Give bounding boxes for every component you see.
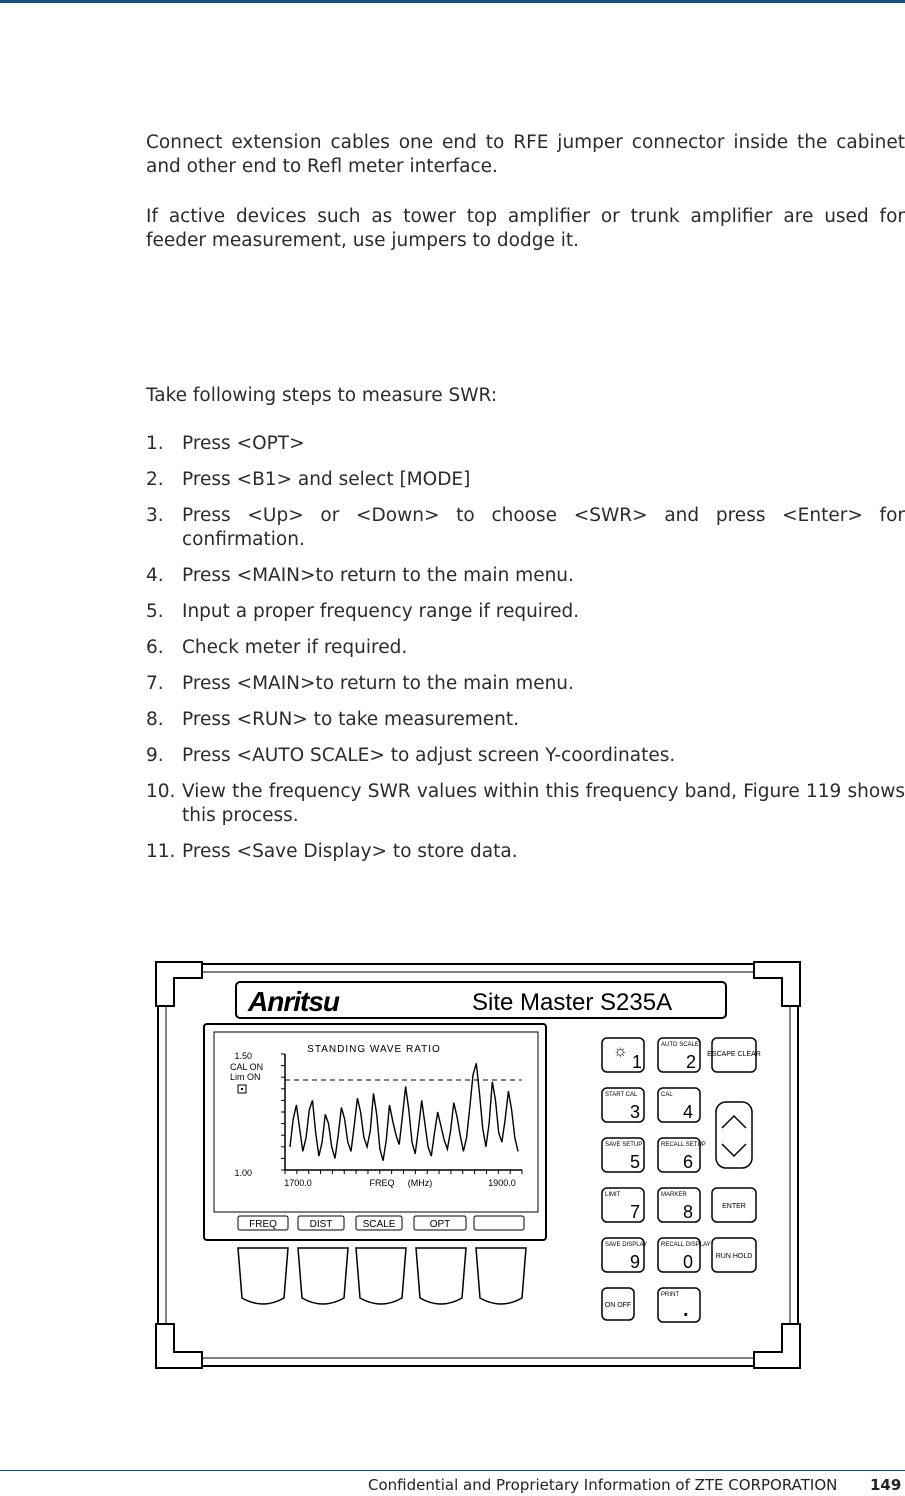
key-7-digit: 7	[630, 1202, 641, 1222]
key-0-digit: 0	[683, 1252, 694, 1272]
step-item	[146, 840, 905, 864]
key-run-label: RUN HOLD	[715, 1253, 753, 1260]
model-name: Site Master S235A	[472, 989, 673, 1016]
y-axis-min: 1.00	[234, 1168, 252, 1178]
step-text: Press <MAIN>to return to the main menu.	[182, 565, 574, 586]
step-item	[146, 432, 905, 456]
key-4-label: CAL	[661, 1092, 673, 1098]
x-axis-end: 1900.0	[488, 1178, 516, 1188]
key-print-dot: .	[683, 1299, 689, 1321]
x-axis-start: 1700.0	[284, 1178, 312, 1188]
step-text: Press <AUTO SCALE> to adjust screen Y-coordinates.	[182, 745, 676, 766]
step-number: 10.	[146, 781, 176, 802]
swr-steps-list	[146, 432, 905, 876]
softkey-opt: OPT	[429, 1219, 451, 1230]
step-number: 3.	[146, 505, 164, 526]
site-master-device-figure	[150, 958, 810, 1378]
step-text: Press <MAIN>to return to the main menu.	[182, 673, 574, 694]
step-item	[146, 504, 905, 552]
step-item	[146, 636, 905, 660]
step-text: View the frequency SWR values within this frequency band, Figure 119 shows this process.	[182, 781, 905, 826]
key-on-off-label: ON OFF	[604, 1302, 632, 1309]
y-axis-max: 1.50	[234, 1051, 252, 1061]
top-rule	[0, 0, 905, 3]
step-number: 11.	[146, 841, 176, 862]
step-number: 5.	[146, 601, 164, 622]
soft-button-5[interactable]	[476, 1248, 526, 1304]
step-item	[146, 744, 905, 768]
soft-button-3[interactable]	[356, 1248, 406, 1304]
screen-title: STANDING WAVE RATIO	[307, 1044, 441, 1055]
step-item	[146, 468, 905, 492]
key-8-label: MARKER	[661, 1192, 687, 1198]
key-0-label: RECALL DISPLAY	[661, 1242, 711, 1248]
key-escape-label: ESCAPE CLEAR	[707, 1051, 761, 1058]
step-text: Input a proper frequency range if required.	[182, 601, 580, 622]
softkey-label-5	[474, 1216, 524, 1230]
soft-button-4[interactable]	[416, 1248, 466, 1304]
key-print-label: PRINT	[661, 1292, 679, 1298]
step-text: Press <RUN> to take measurement.	[182, 709, 519, 730]
key-5-digit: 5	[630, 1152, 641, 1172]
key-enter-label: ENTER	[722, 1203, 746, 1210]
softkey-freq: FREQ	[249, 1219, 277, 1230]
step-text: Check meter if required.	[182, 637, 408, 658]
key-3-label: START CAL	[605, 1092, 638, 1098]
step-number: 8.	[146, 709, 164, 730]
step-item	[146, 600, 905, 624]
lim-status: Lim ON	[230, 1072, 261, 1082]
step-text: Press <Up> or <Down> to choose <SWR> and press <Enter> for confirmation.	[182, 505, 905, 550]
key-8-digit: 8	[683, 1202, 694, 1222]
light-icon: ☼	[613, 1043, 628, 1060]
x-axis-label: FREQ	[369, 1178, 395, 1188]
key-6-label: RECALL SETUP	[661, 1142, 706, 1148]
key-2-label: AUTO SCALE	[661, 1042, 699, 1048]
step-item	[146, 564, 905, 588]
step-number: 7.	[146, 673, 164, 694]
step-text: Press <Save Display> to store data.	[182, 841, 518, 862]
key-5-label: SAVE SETUP	[605, 1142, 643, 1148]
paragraph-connect-cables: Connect extension cables one end to RFE jumper connector inside the cabinet and other end to Refl meter interface.	[146, 132, 905, 177]
key-1-digit: 1	[632, 1052, 643, 1072]
softkey-scale: SCALE	[362, 1219, 396, 1230]
x-axis-unit: (MHz)	[407, 1178, 433, 1188]
page-number: 149	[870, 1476, 902, 1494]
step-text: Press <OPT>	[182, 433, 305, 454]
marker-box-dot	[241, 1088, 243, 1090]
step-number: 1.	[146, 433, 164, 454]
step-item	[146, 672, 905, 696]
key-4-digit: 4	[683, 1102, 694, 1122]
step-number: 2.	[146, 469, 164, 490]
steps-intro: Take following steps to measure SWR:	[146, 385, 498, 406]
key-7-label: LIMIT	[605, 1192, 621, 1198]
brand-logo: Anritsu	[248, 986, 339, 1017]
footer-rule	[0, 1470, 905, 1471]
step-number: 6.	[146, 637, 164, 658]
softkey-dist: DIST	[309, 1219, 333, 1230]
updown-key[interactable]	[716, 1102, 752, 1168]
step-text: Press <B1> and select [MODE]	[182, 469, 471, 490]
step-number: 9.	[146, 745, 164, 766]
footer-confidential: Confidential and Proprietary Information of ZTE CORPORATION	[368, 1476, 838, 1494]
key-6-digit: 6	[683, 1152, 694, 1172]
key-3-digit: 3	[630, 1102, 641, 1122]
step-item	[146, 708, 905, 732]
key-9-label: SAVE DISPLAY	[605, 1242, 648, 1248]
key-9-digit: 9	[630, 1252, 641, 1272]
soft-button-1[interactable]	[238, 1248, 288, 1304]
cal-status: CAL ON	[230, 1062, 264, 1072]
soft-button-2[interactable]	[298, 1248, 348, 1304]
paragraph-active-devices: If active devices such as tower top amplifier or trunk amplifier are used for feeder measurement, use jumpers to dodge it.	[146, 206, 905, 251]
step-number: 4.	[146, 565, 164, 586]
step-item	[146, 780, 905, 828]
key-2-digit: 2	[686, 1052, 697, 1072]
